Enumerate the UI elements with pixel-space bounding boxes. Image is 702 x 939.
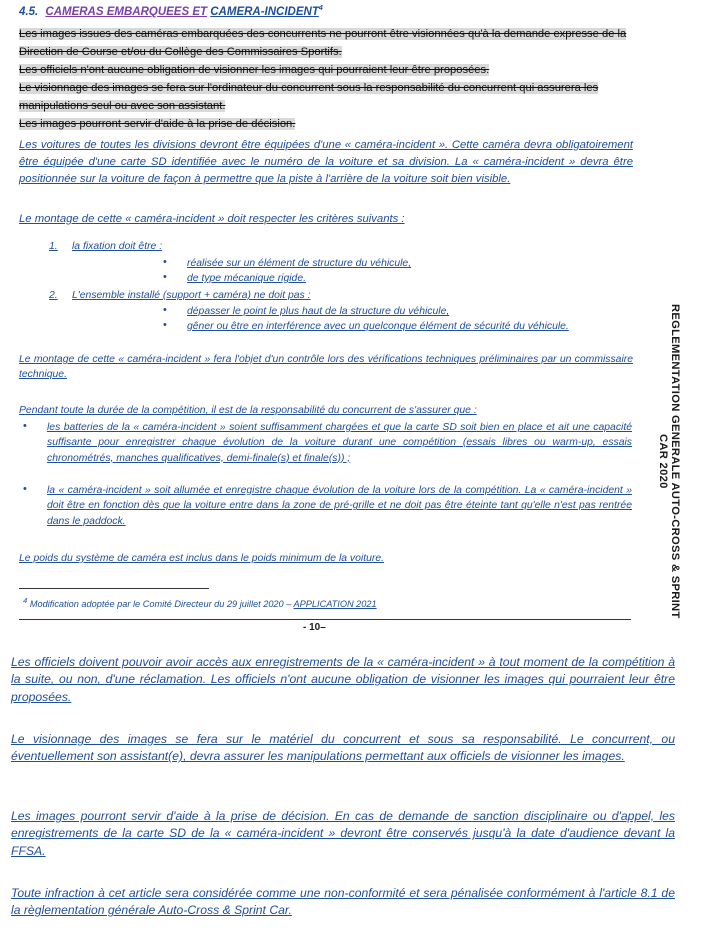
criteria-1-label: la fixation doit être : (72, 241, 163, 252)
bullet-icon: • (163, 319, 167, 331)
criteria-2-item: dépasser le point le plus haut de la structure du véhicule, (187, 306, 450, 317)
bullet-icon: • (163, 271, 167, 283)
duration-bullet: la « caméra-incident » soit allumée et enregistre chaque évolution de la voiture lors de la compétition. La « caméra-incident » doit être en fonction dès que la voiture entre dans la zone de pré-grille et ne doit pas être éteinte tant qu'elle n'est pas rentrée dans le paddock. (47, 485, 632, 527)
criteria-2-item: gêner ou être en interférence avec un quelconque élément de sécurité du véhicule. (187, 321, 569, 332)
criteria-2-number: 2. (49, 290, 58, 301)
intro-paragraph: Les voitures de toutes les divisions devront être équipées d'une « caméra-incident ». Cette caméra devra obligatoirement être équipée d'une carte SD identifiée avec le numéro de la voiture et sa division. La « caméra-incident » devra être positionnée sur la voiture de façon à permettre que la piste à l'arrière de la voiture soit bien visible. (19, 139, 633, 185)
montage-intro: Le montage de cette « caméra-incident » doit respecter les critères suivants : (19, 213, 405, 225)
duration-bullet: les batteries de la « caméra-incident » soient suffisamment chargées et que la carte SD soit bien en place et ait une capacité suffisante pour enregistrer chaque évolution de la voiture durant une compétition (essais libres ou warm-up, essais chronométrés, manches qualificatives, demi-finale(s) et finale(s)) ; (47, 422, 632, 464)
criteria-1-item: réalisée sur un élément de structure du véhicule, (187, 258, 412, 269)
control-paragraph: Le montage de cette « caméra-incident » fera l'objet d'un contrôle lors des vérifications techniques préliminaires par un commissaire technique. (19, 354, 633, 381)
lower-paragraph: Les officiels doivent pouvoir avoir accès aux enregistrements de la « caméra-incident » à tout moment de la compétition à la suite, ou non, d'une réclamation. Les officiels n'ont aucune obligation de visionner les images qui pourraient leur être proposées. (11, 655, 675, 704)
page-number: - 10– (303, 622, 326, 633)
struck-paragraph: Les images pourront servir d'aide à la prise de décision. (19, 118, 296, 130)
bullet-icon: • (23, 483, 27, 495)
struck-title: CAMERAS EMBARQUEES ET (45, 5, 208, 18)
bullet-icon: • (163, 256, 167, 268)
sidebar-title: REGLEMENTATION GENERALE AUTO-CROSS & SPRINT CAR 2020 (657, 303, 681, 619)
duration-intro: Pendant toute la durée de la compétition, il est de la responsabilité du concurrent de s'assurer que : (19, 405, 477, 416)
footnote-ref: 4 (318, 5, 323, 12)
struck-paragraph: Les images issues des caméras embarquées des concurrents ne pourront être visionnées qu'à la demande expresse de la Direction de Course et/ou du Collège des Commissaires Sportifs. (19, 28, 627, 58)
section-title: CAMERA-INCIDENT (210, 5, 319, 18)
bullet-icon: • (163, 304, 167, 316)
page-divider (19, 619, 631, 620)
lower-paragraph: Les images pourront servir d'aide à la prise de décision. En cas de demande de sanction disciplinaire ou d'appel, les enregistrements de la carte SD de la « caméra-incident » devront être conservés jusqu'à la date d'audience devant la FFSA. (11, 809, 675, 858)
section-number: 4.5. (19, 5, 39, 18)
lower-paragraph: Le visionnage des images se fera sur le matériel du concurrent et sous sa responsabilité. Le concurrent, ou éventuellement son assistant(e), devra assurer les manipulations permettant aux officiels de visionner les images. (11, 732, 675, 764)
footnote-divider (19, 588, 209, 589)
lower-paragraph: Toute infraction à cet article sera considérée comme une non-conformité et sera pénalisée conformément à l'article 8.1 de la règlementation générale Auto-Cross & Sprint Car. (11, 886, 675, 918)
criteria-2-label: L'ensemble installé (support + caméra) ne doit pas : (72, 290, 311, 301)
struck-paragraph: Le visionnage des images se fera sur l'ordinateur du concurrent sous la responsabilité du concurrent qui assurera les manipulations seul ou avec son assistant. (19, 82, 599, 112)
criteria-1-item: de type mécanique rigide. (187, 273, 306, 284)
section-heading (19, 5, 323, 18)
struck-paragraph: Les officiels n'ont aucune obligation de visionner les images qui pourraient leur être proposées. (19, 64, 490, 76)
footnote: $^4$ Modification adoptée par le Comité Directeur du 29 juillet 2020 – APPLICATION 2021 (23, 596, 377, 610)
weight-paragraph: Le poids du système de caméra est inclus dans le poids minimum de la voiture. (19, 553, 385, 564)
criteria-1-number: 1. (49, 241, 58, 252)
bullet-icon: • (23, 420, 27, 432)
